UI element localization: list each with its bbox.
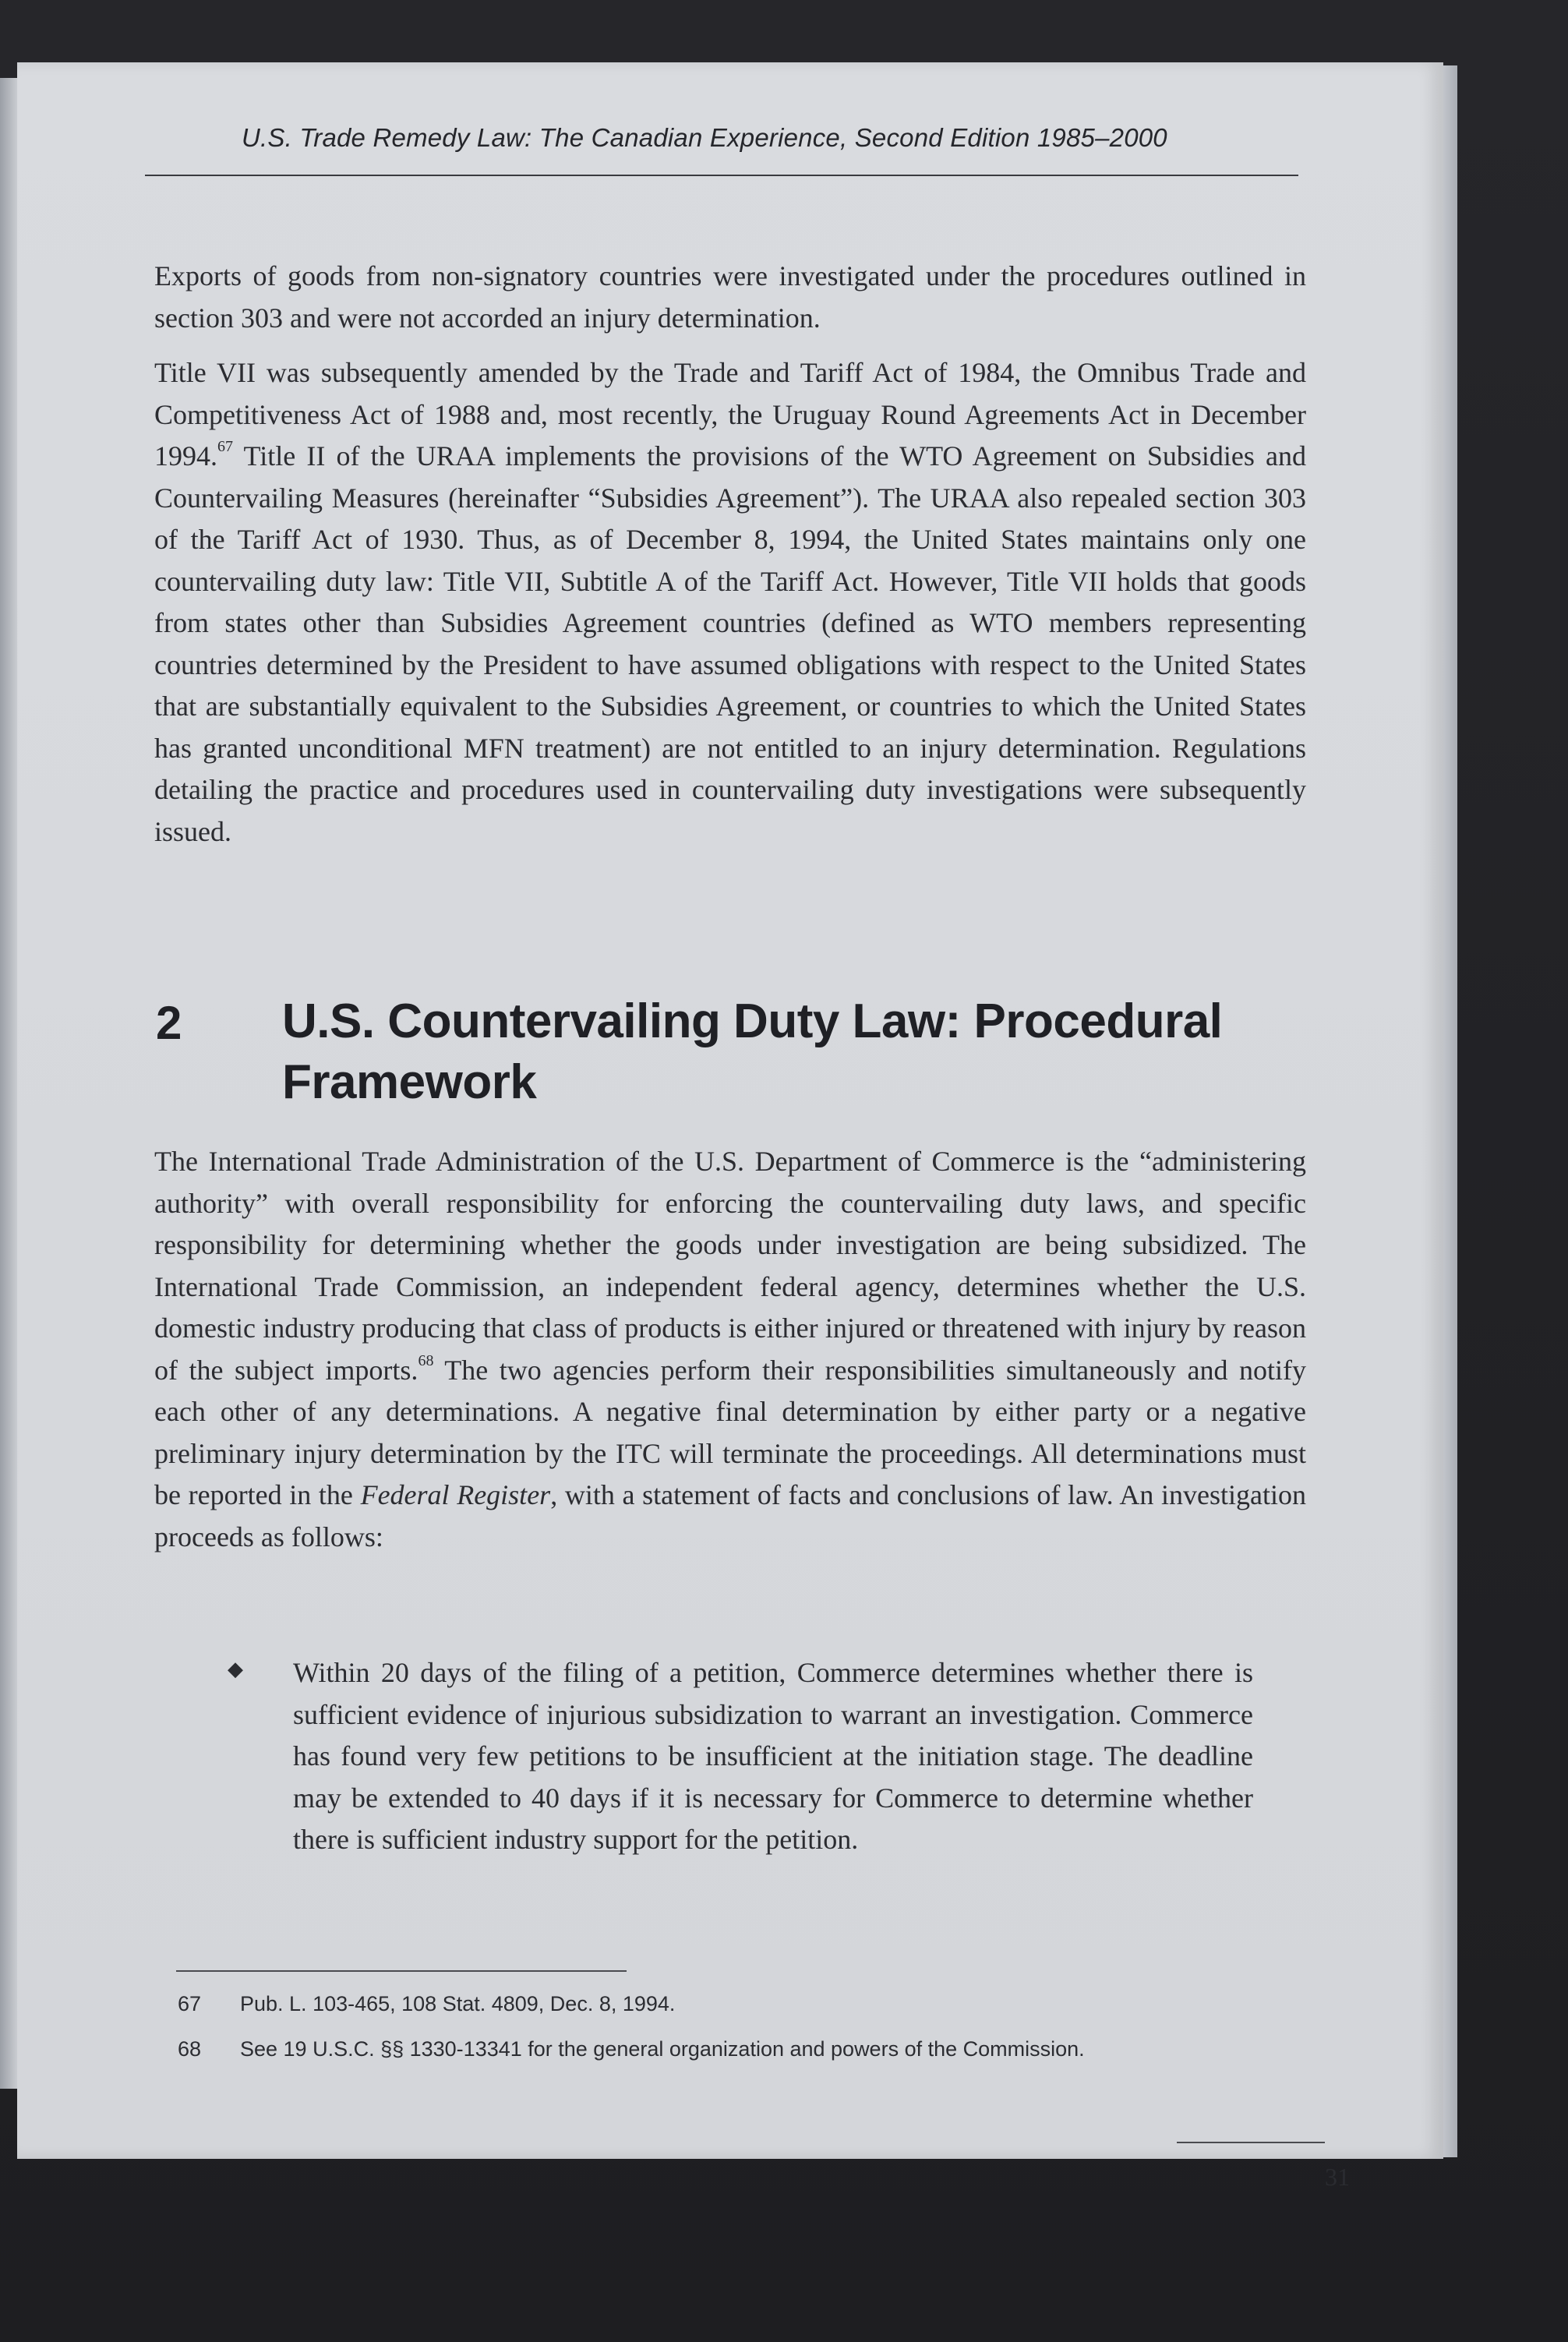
footnote-67: [178, 1992, 1347, 2016]
footnote-ref-68[interactable]: 68: [418, 1351, 434, 1369]
paragraph-title-vii-text-a: Title VII was subsequently amended by the Trade and Tariff Act of 1984, the Omnibus Trade and Competitiveness Act of 1988 and, most recently, the Uruguay Round Agreements Act in December 1994.: [154, 357, 1306, 472]
footnote-rule: [176, 1970, 627, 1972]
footnote-68: [178, 2037, 1347, 2061]
footnote-text: Pub. L. 103-465, 108 Stat. 4809, Dec. 8, 1994.: [240, 1992, 676, 2015]
federal-register-title: Federal Register: [360, 1479, 551, 1510]
page-number-rule: [1177, 2142, 1325, 2143]
paragraph-ita: [154, 1141, 1306, 1558]
paragraph-title-vii: [154, 352, 1306, 853]
running-head: U.S. Trade Remedy Law: The Canadian Experience, Second Edition 1985–2000: [242, 123, 1167, 152]
section-title: U.S. Countervailing Duty Law: Procedural Framework: [282, 994, 1223, 1109]
paragraph-ita-text-a: The International Trade Administration of the U.S. Department of Commerce is the “administering authority” with overall responsibility for enforcing the countervailing duty laws, and specific responsibility for determining whether the goods under investigation are being subsidized. The International Trade Commission, an independent federal agency, determines whether the U.S. domestic industry producing that class of products is either injured or threatened with injury by reason of the subject imports.: [154, 1146, 1306, 1386]
page-number: 31: [1325, 2163, 1350, 2191]
facing-page-edge: [0, 78, 17, 2089]
footnote-text: See 19 U.S.C. §§ 1330-13341 for the general organization and powers of the Commission.: [240, 2037, 1085, 2061]
footnote-ref-67[interactable]: 67: [217, 438, 233, 455]
header-rule: [145, 175, 1298, 176]
paragraph-exports-text: Exports of goods from non-signatory countries were investigated under the procedures outlined in section 303 and were not accorded an injury determination.: [154, 260, 1306, 334]
paragraph-ita-text-b: The two agencies perform their responsibilities simultaneously and notify each other of any determinations. A negative final determination by either party or a negative preliminary injury determination by the ITC will terminate the proceedings. All determinations must be reported in the: [154, 1354, 1306, 1510]
footnote-number: 67: [178, 1992, 202, 2015]
paragraph-ita-text-c: , with a statement of facts and conclusions of law. An investigation proceeds as follows:: [154, 1479, 1306, 1553]
paragraph-title-vii-text-b: Title II of the URAA implements the provisions of the WTO Agreement on Subsidies and Countervailing Measures (hereinafter “Subsidies Agreement”). The URAA also repealed section 303 of the Tariff Act of 1930. Thus, as of December 8, 1994, the United States maintains only one countervailing duty law: Title VII, Subtitle A of the Tariff Act. However, Title VII holds that goods from states other than Subsidies Agreement countries (defined as WTO members representing countries determined by the President to have assumed obligations with respect to the United States that are substantially equivalent to the Subsidies Agreement, or countries to which the United States has granted unconditional MFN treatment) are not entitled to an injury determination. Regulations detailing the practice and procedures used in countervailing duty investigations were subsequently issued.: [154, 440, 1306, 847]
list-item: Within 20 days of the filing of a petition, Commerce determines whether there is sufficient evidence of injurious subsidization to warrant an investigation. Commerce has found very few petitions to be insufficient at the initiation stage. The deadline may be extended to 40 days if it is necessary for Commerce to determine whether there is sufficient industry support for the petition.: [293, 1657, 1253, 1855]
page-stack-edge: [1443, 65, 1457, 2157]
paragraph-exports: [154, 256, 1306, 339]
section-number: 2: [156, 997, 182, 1049]
diamond-bullet-icon: ◆: [228, 1658, 243, 1681]
footnote-number: 68: [178, 2037, 202, 2061]
